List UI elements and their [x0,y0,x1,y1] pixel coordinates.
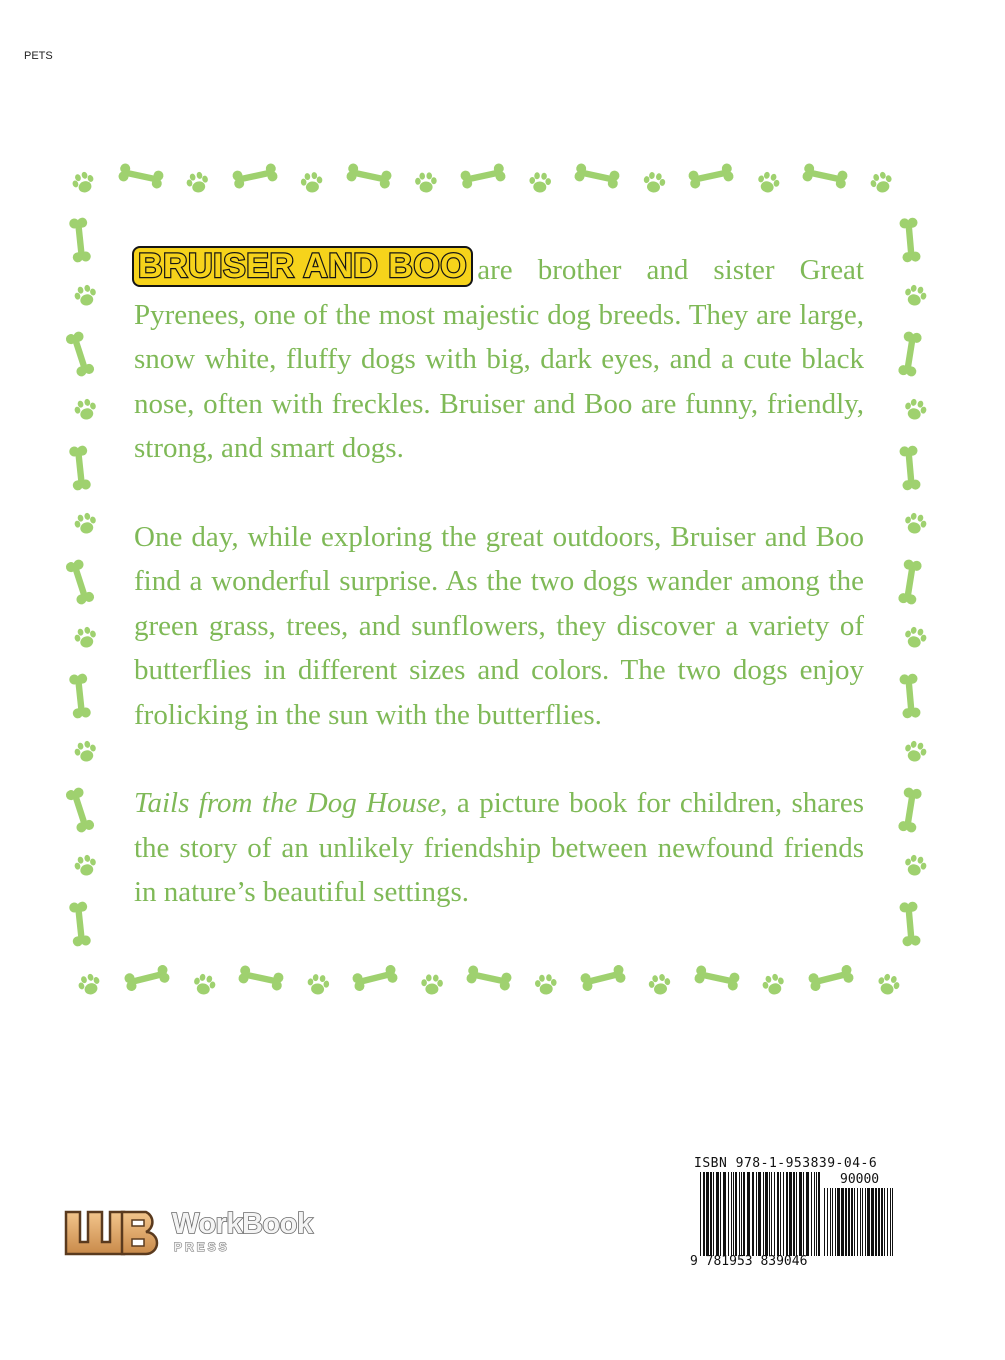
barcode-bar [862,1188,863,1256]
paw-print-icon [300,171,324,194]
bone-icon [232,163,279,190]
barcode-bar [763,1172,764,1256]
paw-print-icon [73,283,99,308]
paw-print-icon [529,172,552,193]
paw-print-icon [421,974,443,995]
bone-icon [351,964,398,992]
barcode-bar [733,1172,734,1256]
blurb-paragraph-1 [134,248,864,471]
ean-digits: 9 781953 839046 [690,1254,808,1269]
back-cover-blurb [134,248,864,959]
barcode-bar [723,1172,726,1256]
paw-print-icon [902,853,928,878]
barcode-bar [700,1172,701,1256]
barcode-bar [752,1172,754,1256]
paw-print-icon [73,511,99,536]
bone-icon [65,558,96,605]
barcode-bar [706,1172,709,1256]
blurb-paragraph-3-text: a picture book for children, shares the story of an unlikely friendship between newfound friends in nature’s beautiful settings. [134,787,864,908]
barcode-bar [818,1172,820,1256]
paw-print-icon [902,625,928,650]
paw-print-icon [70,169,97,195]
paw-print-icon [902,397,928,422]
blurb-paragraph-2: One day, while exploring the great outdoors, Bruiser and Boo find a wonderful surprise. As the two dogs wander among the green grass, trees, and sunflowers, they discover a variety of butterflies in different sizes and colors. The two dogs enjoy frolicking in the sun with the butterflies. [134,520,864,731]
barcode-bar [803,1172,804,1256]
paw-print-icon [755,170,781,195]
bone-icon [807,964,854,992]
category-label: PETS [24,50,53,62]
barcode-bar [806,1172,809,1256]
bone-icon [899,673,921,718]
barcode-bar [731,1172,732,1256]
barcode-bar [878,1188,880,1256]
barcode-bar [841,1188,844,1256]
paw-print-icon [875,972,902,998]
paw-print-icon [306,973,330,996]
barcode-bar [771,1172,772,1256]
barcode-bar [835,1188,836,1256]
bone-icon [238,965,285,992]
isbn-barcode [690,1156,905,1271]
barcode-bar [851,1188,853,1256]
barcode-bar [777,1172,779,1256]
barcode-bar [756,1172,757,1256]
barcode-bar [811,1172,812,1256]
bone-icon [460,163,507,190]
barcode-bar [865,1188,866,1256]
barcode-bar [887,1188,888,1256]
barcode-bar [793,1172,795,1256]
barcode-bar [743,1172,745,1256]
paw-print-icon [647,973,672,996]
barcode-bar [848,1188,850,1256]
barcode-bar [769,1172,770,1256]
barcode-bar [827,1188,828,1256]
paw-print-icon [902,511,928,536]
isbn-label: ISBN 978-1-953839-04-6 [694,1156,878,1171]
bone-icon [898,559,923,605]
paw-print-icon [76,971,103,997]
bone-icon [688,163,735,190]
barcode-bar [892,1188,893,1256]
publisher-logo [64,1208,344,1258]
barcode-bar [824,1188,825,1256]
barcode-bar [881,1188,883,1256]
barcode-bar [871,1188,874,1256]
publisher-subname: PRESS [174,1240,230,1254]
barcode-bar [854,1188,855,1256]
barcode-bar [890,1188,891,1256]
book-series-title: Tails from the Dog House, [134,787,448,819]
barcode-bar [758,1172,761,1256]
barcode-bar [765,1172,768,1256]
paw-print-icon [415,172,437,193]
paw-print-icon [191,972,217,997]
barcode-bar [728,1172,729,1256]
barcode-bar [716,1172,719,1256]
paw-print-icon [902,739,928,764]
barcode-bar [786,1172,788,1256]
paw-print-icon [902,283,928,308]
paw-print-icon [642,171,667,194]
barcode-bar [747,1172,750,1256]
price-addon-bars [824,1188,896,1256]
barcode-bar [816,1172,817,1256]
paw-print-icon [73,397,99,422]
barcode-bar [710,1172,712,1256]
barcode-bar [845,1188,847,1256]
barcode-bar [780,1172,781,1256]
blurb-paragraph-1-text: are brother and sister Great Pyrenees, one of the most majestic dog breeds. They are large, snow white, fluffy dogs with big, dark eyes, and a cute black nose, often with freckles. Bruiser and Boo are funny, friendly, strong, and smart dogs. [134,254,864,464]
paw-print-icon [185,170,211,195]
barcode-bar [720,1172,721,1256]
bone-icon [69,901,92,947]
barcode-bar [783,1172,784,1256]
barcode-bar [796,1172,797,1256]
barcode-bar [830,1188,831,1256]
barcode-bar [867,1188,870,1256]
bone-icon [898,787,923,833]
blurb-paragraph-3 [134,781,864,915]
bone-icon [899,445,921,490]
paw-print-icon [73,739,99,764]
barcode-bar [857,1188,858,1256]
bone-icon [579,964,626,992]
barcode-bar [837,1188,840,1256]
barcode-bar [741,1172,742,1256]
bone-icon [346,163,393,190]
paw-print-icon [868,170,895,196]
barcode-bar [860,1188,861,1256]
bone-icon [899,901,921,946]
barcode-bar [735,1172,737,1256]
bone-icon [898,331,923,377]
bone-icon [65,330,96,377]
ean-barcode-bars [700,1172,822,1256]
bone-icon [802,163,849,190]
barcode-bar [884,1188,885,1256]
barcode-bar [832,1188,833,1256]
bone-icon [694,965,741,992]
publisher-name: WorkBook [172,1208,313,1240]
barcode-bar [799,1172,802,1256]
paw-print-icon [534,974,557,995]
workbook-press-logo-icon [64,1208,160,1258]
barcode-bar [713,1172,714,1256]
bone-icon [69,217,92,263]
bone-icon [69,673,92,719]
bone-icon [574,163,621,190]
barcode-bar [789,1172,792,1256]
bone-icon [123,964,170,992]
bone-icon [899,217,921,262]
barcode-bar [814,1172,815,1256]
barcode-bar [774,1172,775,1256]
barcode-bar [875,1188,877,1256]
paw-print-icon [73,625,99,650]
bone-icon [118,163,165,190]
book-title-art: BRUISER AND BOO [134,248,471,285]
barcode-bar [739,1172,740,1256]
bone-icon [69,445,92,491]
price-code: 90000 [840,1172,880,1187]
paw-print-icon [760,972,786,997]
paw-print-icon [73,853,99,878]
barcode-bar [703,1172,705,1256]
bone-icon [466,965,513,992]
bone-icon [65,786,96,833]
